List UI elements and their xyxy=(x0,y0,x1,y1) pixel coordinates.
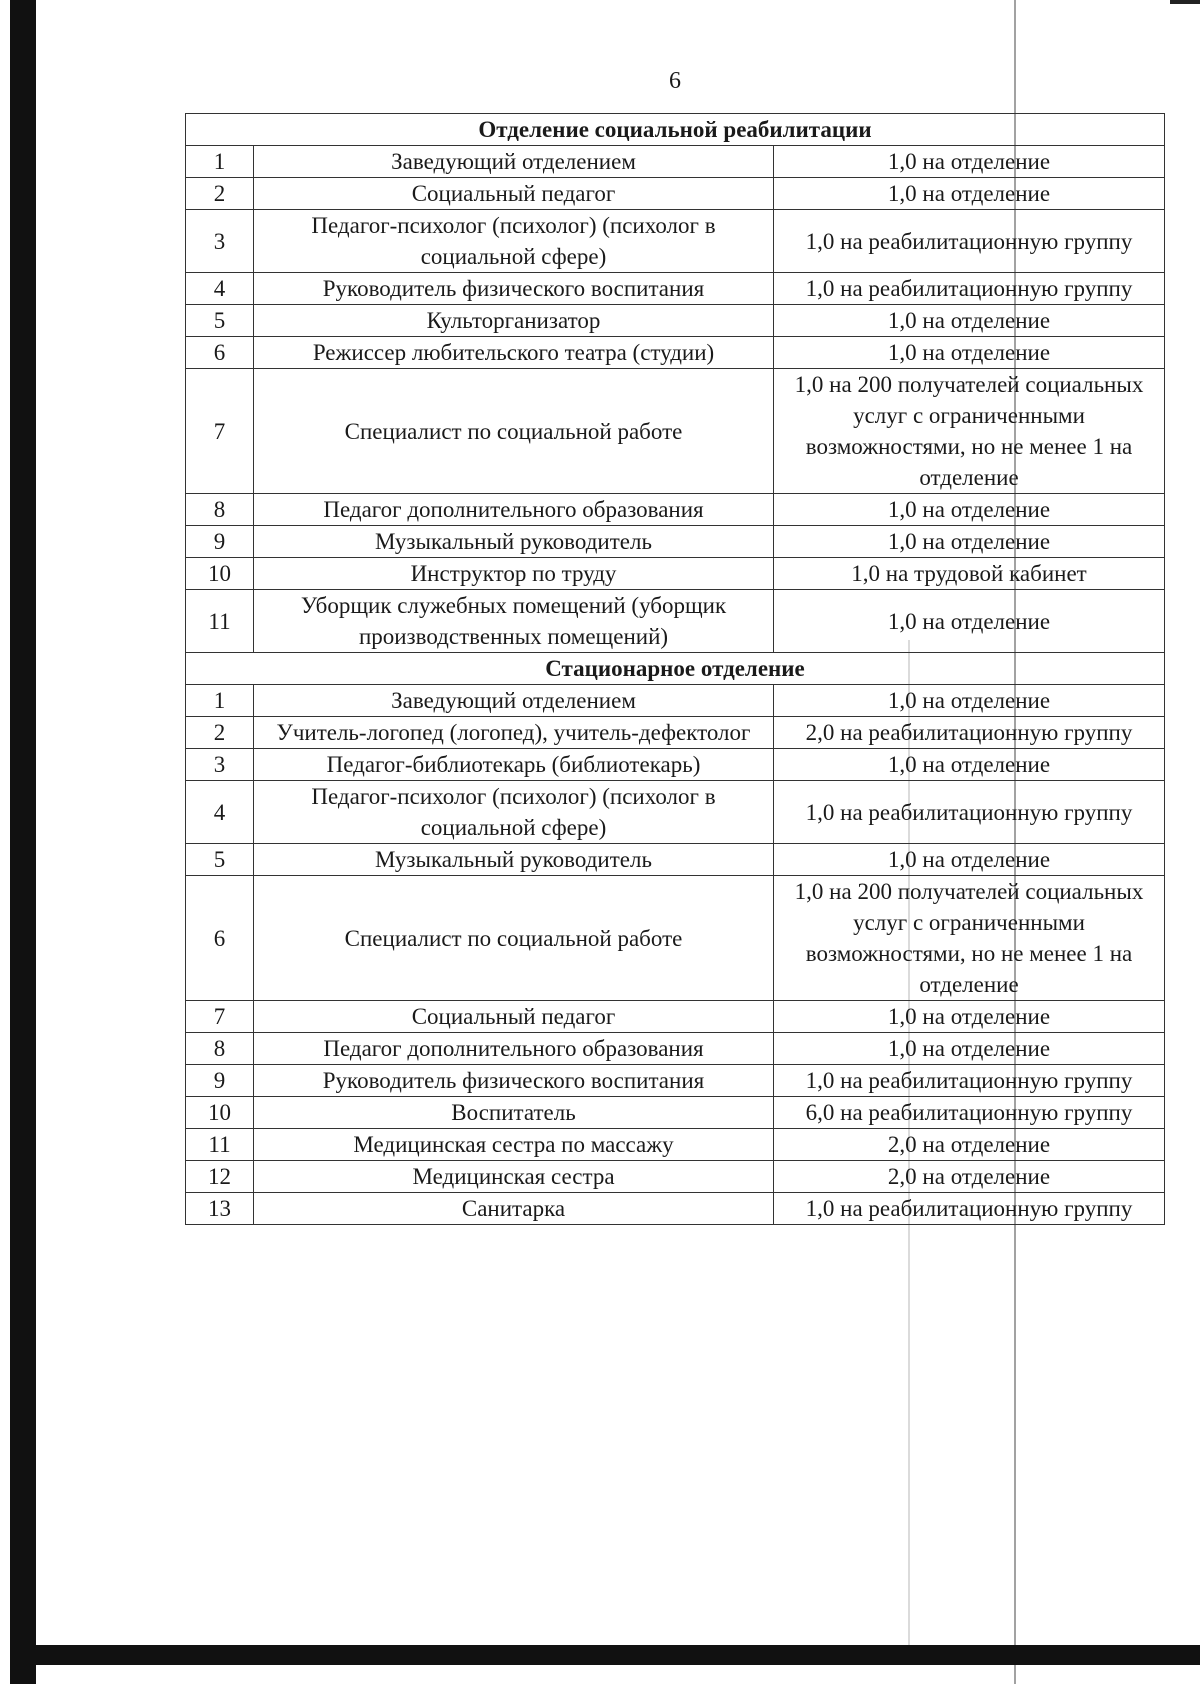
table-row xyxy=(186,337,1165,369)
row-number-cell: 3 xyxy=(186,749,254,781)
table-row xyxy=(186,210,1165,273)
row-number-cell: 10 xyxy=(186,1097,254,1129)
row-number-cell: 2 xyxy=(186,178,254,210)
staffing-norm-cell: 1,0 на отделение xyxy=(774,749,1165,781)
row-number-cell: 10 xyxy=(186,558,254,590)
staffing-norm-cell: 1,0 на отделение xyxy=(774,590,1165,653)
position-cell: Инструктор по труду xyxy=(254,558,774,590)
staffing-norm-cell: 1,0 на отделение xyxy=(774,844,1165,876)
table-row xyxy=(186,526,1165,558)
position-cell: Педагог-психолог (психолог) (психолог в социальной сфере) xyxy=(254,781,774,844)
position-cell: Социальный педагог xyxy=(254,178,774,210)
position-cell: Медицинская сестра по массажу xyxy=(254,1129,774,1161)
row-number-cell: 4 xyxy=(186,781,254,844)
staffing-norm-cell: 1,0 на отделение xyxy=(774,337,1165,369)
table-row xyxy=(186,1193,1165,1225)
row-number-cell: 5 xyxy=(186,844,254,876)
position-cell: Педагог-библиотекарь (библиотекарь) xyxy=(254,749,774,781)
scan-left-border xyxy=(10,0,36,1684)
table-row xyxy=(186,1161,1165,1193)
staffing-norm-cell: 1,0 на отделение xyxy=(774,685,1165,717)
row-number-cell: 6 xyxy=(186,876,254,1001)
row-number-cell: 8 xyxy=(186,1033,254,1065)
table-row xyxy=(186,1033,1165,1065)
page-number: 6 xyxy=(669,68,681,94)
table-row xyxy=(186,717,1165,749)
table-row xyxy=(186,749,1165,781)
section-header-row xyxy=(186,114,1165,146)
section-title: Отделение социальной реабилитации xyxy=(186,114,1165,146)
row-number-cell: 4 xyxy=(186,273,254,305)
table-row xyxy=(186,844,1165,876)
row-number-cell: 7 xyxy=(186,1001,254,1033)
staffing-norm-cell: 2,0 на отделение xyxy=(774,1129,1165,1161)
section-header-row xyxy=(186,653,1165,685)
staffing-norm-cell: 1,0 на реабилитационную группу xyxy=(774,210,1165,273)
staffing-norm-cell: 2,0 на отделение xyxy=(774,1161,1165,1193)
table-row xyxy=(186,273,1165,305)
table-row xyxy=(186,558,1165,590)
row-number-cell: 7 xyxy=(186,369,254,494)
staffing-norm-cell: 1,0 на реабилитационную группу xyxy=(774,273,1165,305)
staffing-norm-cell: 2,0 на реабилитационную группу xyxy=(774,717,1165,749)
row-number-cell: 12 xyxy=(186,1161,254,1193)
position-cell: Музыкальный руководитель xyxy=(254,844,774,876)
staffing-norm-cell: 1,0 на отделение xyxy=(774,1001,1165,1033)
table-row xyxy=(186,876,1165,1001)
position-cell: Музыкальный руководитель xyxy=(254,526,774,558)
staffing-norm-cell: 1,0 на реабилитационную группу xyxy=(774,781,1165,844)
table-row xyxy=(186,305,1165,337)
row-number-cell: 9 xyxy=(186,526,254,558)
staffing-norm-cell: 1,0 на 200 получателей социальных услуг с ограниченными возможностями, но не менее 1 на отделение xyxy=(774,369,1165,494)
table-row xyxy=(186,1097,1165,1129)
position-cell: Заведующий отделением xyxy=(254,685,774,717)
scan-bottom-border xyxy=(28,1645,1200,1665)
staffing-norm-cell: 1,0 на реабилитационную группу xyxy=(774,1193,1165,1225)
row-number-cell: 9 xyxy=(186,1065,254,1097)
position-cell: Медицинская сестра xyxy=(254,1161,774,1193)
row-number-cell: 1 xyxy=(186,685,254,717)
position-cell: Социальный педагог xyxy=(254,1001,774,1033)
position-cell: Культорганизатор xyxy=(254,305,774,337)
position-cell: Уборщик служебных помещений (уборщик производственных помещений) xyxy=(254,590,774,653)
scan-corner-mark xyxy=(1170,0,1200,4)
table-row xyxy=(186,1001,1165,1033)
position-cell: Педагог-психолог (психолог) (психолог в социальной сфере) xyxy=(254,210,774,273)
section-title: Стационарное отделение xyxy=(186,653,1165,685)
row-number-cell: 11 xyxy=(186,1129,254,1161)
staffing-norm-cell: 1,0 на отделение xyxy=(774,526,1165,558)
row-number-cell: 6 xyxy=(186,337,254,369)
table-row xyxy=(186,146,1165,178)
position-cell: Воспитатель xyxy=(254,1097,774,1129)
staffing-norm-cell: 1,0 на отделение xyxy=(774,146,1165,178)
position-cell: Режиссер любительского театра (студии) xyxy=(254,337,774,369)
table-row xyxy=(186,178,1165,210)
table-row xyxy=(186,369,1165,494)
position-cell: Педагог дополнительного образования xyxy=(254,494,774,526)
table-row xyxy=(186,781,1165,844)
position-cell: Руководитель физического воспитания xyxy=(254,1065,774,1097)
row-number-cell: 2 xyxy=(186,717,254,749)
row-number-cell: 11 xyxy=(186,590,254,653)
table-row xyxy=(186,494,1165,526)
row-number-cell: 8 xyxy=(186,494,254,526)
staffing-norm-cell: 1,0 на 200 получателей социальных услуг с ограниченными возможностями, но не менее 1 на отделение xyxy=(774,876,1165,1001)
table-row xyxy=(186,1065,1165,1097)
row-number-cell: 1 xyxy=(186,146,254,178)
staffing-norm-cell: 1,0 на трудовой кабинет xyxy=(774,558,1165,590)
position-cell: Педагог дополнительного образования xyxy=(254,1033,774,1065)
table-row xyxy=(186,685,1165,717)
position-cell: Специалист по социальной работе xyxy=(254,369,774,494)
position-cell: Заведующий отделением xyxy=(254,146,774,178)
row-number-cell: 5 xyxy=(186,305,254,337)
position-cell: Специалист по социальной работе xyxy=(254,876,774,1001)
staffing-norm-cell: 1,0 на отделение xyxy=(774,305,1165,337)
staffing-norm-cell: 1,0 на отделение xyxy=(774,178,1165,210)
staffing-table-body xyxy=(186,114,1165,1225)
position-cell: Учитель-логопед (логопед), учитель-дефектолог xyxy=(254,717,774,749)
row-number-cell: 3 xyxy=(186,210,254,273)
staffing-norm-cell: 1,0 на отделение xyxy=(774,1033,1165,1065)
position-cell: Санитарка xyxy=(254,1193,774,1225)
table-row xyxy=(186,590,1165,653)
staffing-norm-cell: 6,0 на реабилитационную группу xyxy=(774,1097,1165,1129)
row-number-cell: 13 xyxy=(186,1193,254,1225)
staffing-norm-cell: 1,0 на реабилитационную группу xyxy=(774,1065,1165,1097)
position-cell: Руководитель физического воспитания xyxy=(254,273,774,305)
table-row xyxy=(186,1129,1165,1161)
staffing-table xyxy=(185,113,1165,1225)
staffing-norm-cell: 1,0 на отделение xyxy=(774,494,1165,526)
